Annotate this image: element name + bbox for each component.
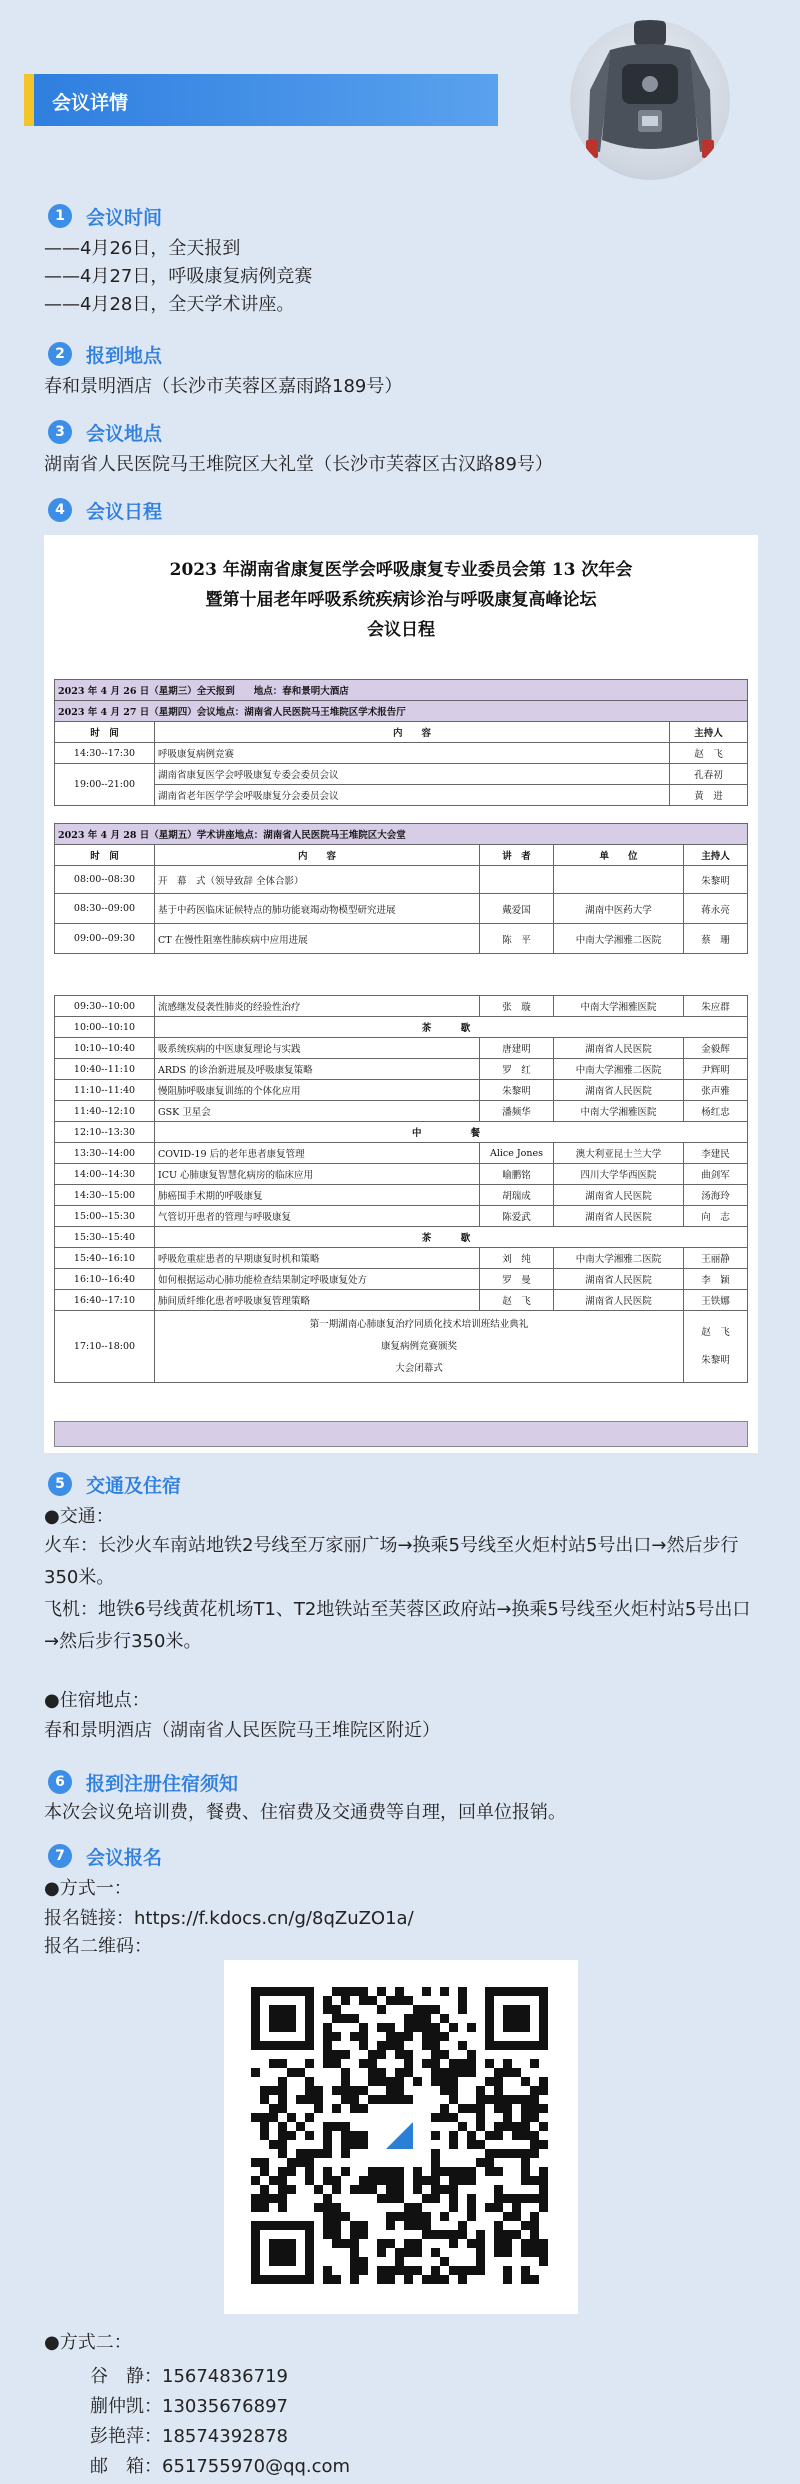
section-title: 会议地点 bbox=[86, 423, 163, 445]
section-number-badge: 5 bbox=[48, 1472, 72, 1496]
plane-route: 飞机：地铁6号线黄花机场T1、T2地铁站至芙蓉区政府站→换乘5号线至火炬村站5号出口→然后步行350米。 bbox=[44, 1599, 751, 1652]
registration-qr-code[interactable] bbox=[224, 1960, 578, 2314]
section-number-badge: 4 bbox=[48, 498, 72, 522]
section-title: 报到注册住宿须知 bbox=[86, 1773, 239, 1795]
agenda-document bbox=[44, 535, 758, 1453]
table-row: 10:40--11:10 ARDS 的诊治新进展及呼吸康复策略 罗 红 中南大学湘雅二医院 尹辉明 bbox=[55, 1059, 748, 1080]
table-row: 13:30--14:00 COVID-19 后的老年患者康复管理 Alice Jones 澳大利亚昆士兰大学 李建民 bbox=[55, 1143, 748, 1164]
method1-label: ●方式一： bbox=[44, 1878, 132, 1899]
contact-line: 蒯仲凯：13035676897 bbox=[90, 2396, 288, 2417]
table-row: 14:00--14:30 ICU 心肺康复智慧化病房的临床应用 喻鹏铭 四川大学华西医院 曲剑军 bbox=[55, 1164, 748, 1185]
table-row: 08:30--09:00 基于中药医临床证候特点的肺功能衰竭动物模型研究进展 戴爱国 湖南中医药大学 蒋永亮 bbox=[55, 894, 748, 924]
table-row: 12:10--13:30 中 餐 bbox=[55, 1122, 748, 1143]
method2-label: ●方式二： bbox=[44, 2332, 132, 2353]
exoskeleton-photo bbox=[570, 20, 730, 180]
section-number-badge: 7 bbox=[48, 1844, 72, 1868]
closing-host: 赵 飞 bbox=[701, 1326, 730, 1338]
notice-text: 本次会议免培训费，餐费、住宿费及交通费等自理，回单位报销。 bbox=[44, 1802, 566, 1823]
contact-line: 谷 静：15674836719 bbox=[90, 2366, 288, 2387]
table-row: 15:30--15:40 茶 歇 bbox=[55, 1227, 748, 1248]
closing-item: 第一期湖南心肺康复治疗同质化技术培训班结业典礼 bbox=[309, 1318, 529, 1330]
table-row: 10:10--10:40 吸系统疾病的中医康复理论与实践 唐建明 湖南省人民医院 金毅辉 bbox=[55, 1038, 748, 1059]
table-row: 15:00--15:30 气管切开患者的管理与呼吸康复 陈爱武 湖南省人民医院 向 志 bbox=[55, 1206, 748, 1227]
closing-item: 康复病例竞赛颁奖 bbox=[380, 1340, 457, 1352]
table-row: 11:10--11:40 慢阻肺呼吸康复训练的个体化应用 朱黎明 湖南省人民医院 张声雅 bbox=[55, 1080, 748, 1101]
table-row: 09:30--10:00 流感继发侵袭性肺炎的经验性治疗 张 璇 中南大学湘雅医院 朱应群 bbox=[55, 996, 748, 1017]
train-route: 火车：长沙火车南站地铁2号线至万家丽广场→换乘5号线至火炬村站5号出口→然后步行350米。 bbox=[44, 1535, 739, 1588]
table-row: 湖南省老年医学学会呼吸康复分会委员会议 黄 进 bbox=[55, 785, 748, 806]
agenda-title-line3: 会议日程 bbox=[367, 620, 435, 640]
table-row: 09:00--09:30 CT 在慢性阻塞性肺疾病中应用进展 陈 平 中南大学湘雅二医院 蔡 珊 bbox=[55, 924, 748, 954]
table-header: 时 间 内 容 主持人 bbox=[55, 722, 748, 743]
lodging-label: ●住宿地点： bbox=[44, 1690, 150, 1711]
transport-label: ●交通： bbox=[44, 1506, 114, 1527]
contact-line: 彭艳萍：18574392878 bbox=[90, 2426, 288, 2447]
qr-code-icon bbox=[224, 1960, 578, 2314]
day3-bar: 2023 年 4 月 28 日（星期五）学术讲座地点：湖南省人民医院马王堆院区大会堂 bbox=[55, 824, 748, 845]
agenda-title-line1: 2023 年湖南省康复医学会呼吸康复专业委员会第 13 次年会 bbox=[169, 560, 633, 580]
venue-address: 湖南省人民医院马王堆院区大礼堂（长沙市芙蓉区古汉路89号） bbox=[44, 454, 553, 475]
table-row: 15:40--16:10 呼吸危重症患者的早期康复时机和策略 刘 纯 中南大学湘雅二医院 王丽静 bbox=[55, 1248, 748, 1269]
section-number-badge: 3 bbox=[48, 420, 72, 444]
table-row: 17:10--18:00 第一期湖南心肺康复治疗同质化技术培训班结业典礼 康复病例竞赛颁奖 大会闭幕式 赵 飞 朱黎明 bbox=[55, 1311, 748, 1383]
section-number-badge: 6 bbox=[48, 1770, 72, 1794]
section-title: 会议日程 bbox=[86, 501, 163, 523]
section-title: 会议时间 bbox=[86, 207, 163, 229]
contact-email[interactable]: 邮 箱：651755970@qq.com bbox=[90, 2456, 351, 2477]
table-row: 19:00--21:00 湖南省康复医学会呼吸康复专委会委员会议 孔春初 bbox=[55, 764, 748, 785]
agenda-table-day3-sessions bbox=[54, 995, 748, 1383]
table-header: 时 间 内 容 讲 者 单 位 主持人 bbox=[55, 845, 748, 866]
header-banner bbox=[24, 74, 498, 126]
table-row: 10:00--10:10 茶 歇 bbox=[55, 1017, 748, 1038]
section-title: 会议报名 bbox=[86, 1847, 163, 1869]
agenda-title-line2: 暨第十届老年呼吸系统疾病诊治与呼吸康复高峰论坛 bbox=[205, 590, 597, 610]
section-title: 报到地点 bbox=[86, 345, 163, 367]
closing-host: 朱黎明 bbox=[701, 1354, 730, 1366]
schedule-line: ——4月28日，全天学术讲座。 bbox=[44, 294, 295, 315]
registration-link[interactable]: 报名链接：https://f.kdocs.cn/g/8qZuZO1a/ bbox=[44, 1908, 414, 1929]
table-row: 16:10--16:40 如何根据运动心肺功能检查结果制定呼吸康复处方 罗 曼 湖南省人民医院 李 颖 bbox=[55, 1269, 748, 1290]
schedule-line: ——4月27日，呼吸康复病例竞赛 bbox=[44, 266, 313, 287]
day2-bar: 2023 年 4 月 27 日（星期四）会议地点：湖南省人民医院马王堆院区学术报告厅 bbox=[55, 701, 748, 722]
section-title: 交通及住宿 bbox=[86, 1475, 182, 1497]
day1-bar: 2023 年 4 月 26 日（星期三）全天报到 地点：春和景明大酒店 bbox=[55, 680, 748, 701]
agenda-footer-bar bbox=[54, 1421, 748, 1447]
exoskeleton-figure-icon bbox=[570, 20, 730, 180]
table-row: 11:40--12:10 GSK 卫星会 潘频华 中南大学湘雅医院 杨红忠 bbox=[55, 1101, 748, 1122]
table-row: 14:30--15:00 肺癌围手术期的呼吸康复 胡瑞成 湖南省人民医院 汤海玲 bbox=[55, 1185, 748, 1206]
table-row: 08:00--08:30 开 幕 式（领导致辞 全体合影） 朱黎明 bbox=[55, 866, 748, 894]
section-number-badge: 2 bbox=[48, 342, 72, 366]
schedule-line: ——4月26日，全天报到 bbox=[44, 238, 241, 259]
checkin-address: 春和景明酒店（长沙市芙蓉区嘉雨路189号） bbox=[44, 376, 403, 397]
table-row: 14:30--17:30 呼吸康复病例竞赛 赵 飞 bbox=[55, 743, 748, 764]
section-number-badge: 1 bbox=[48, 204, 72, 228]
header-title: 会议详情 bbox=[52, 92, 129, 114]
qr-label: 报名二维码： bbox=[44, 1936, 152, 1957]
lodging-address: 春和景明酒店（湖南省人民医院马王堆院区附近） bbox=[44, 1720, 440, 1741]
closing-item: 大会闭幕式 bbox=[395, 1362, 443, 1374]
agenda-table-day1-day2 bbox=[54, 679, 748, 806]
agenda-table-day3-morning bbox=[54, 823, 748, 954]
table-row: 16:40--17:10 肺间质纤维化患者呼吸康复管理策略 赵 飞 湖南省人民医院 王铁娜 bbox=[55, 1290, 748, 1311]
